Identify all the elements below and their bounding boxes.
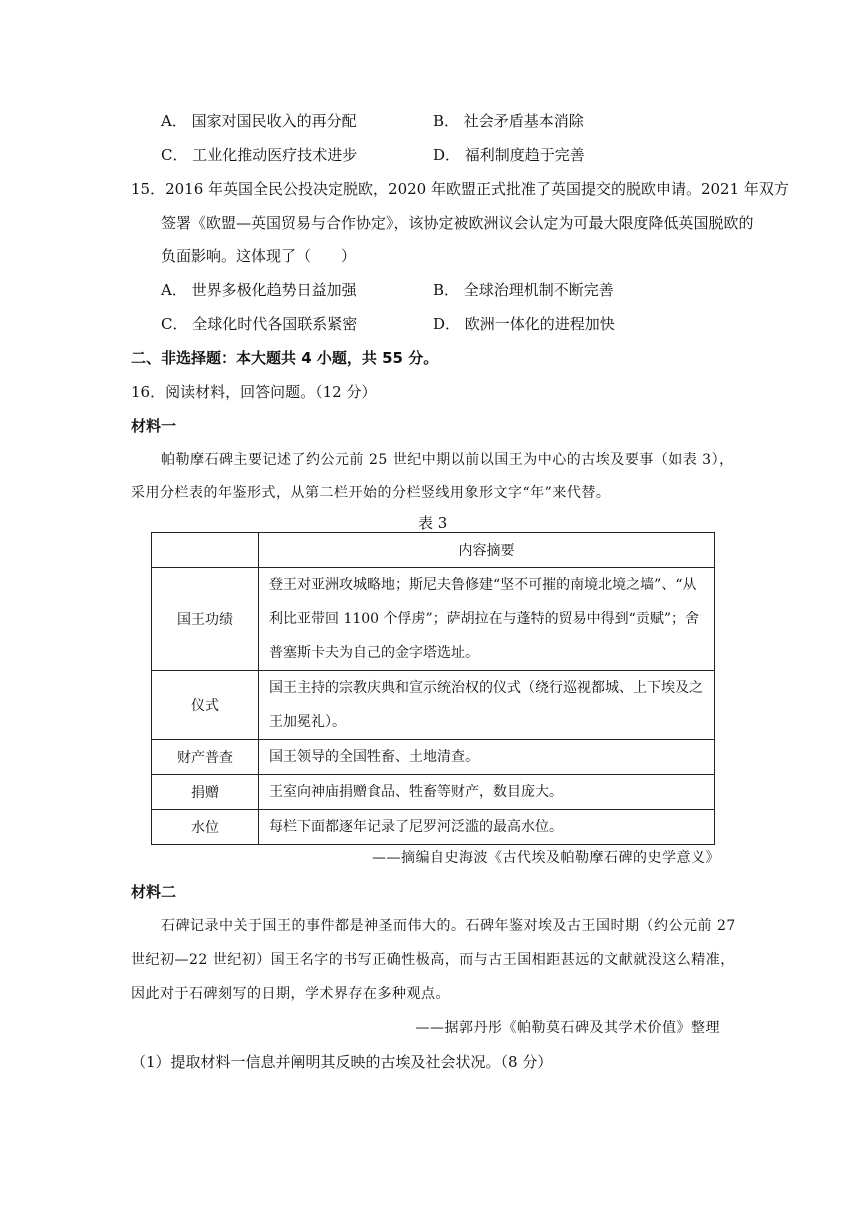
table-row [152,775,715,810]
material2-label: 材料二 [131,883,177,901]
q14-option-a[interactable]: A． 国家对国民收入的再分配 [161,112,357,130]
q14-option-d[interactable]: D． 福利制度趋于完善 [433,146,585,164]
material1-line2: 采用分栏表的年鉴形式，从第二栏开始的分栏竖线用象形文字“年”来代替。 [131,485,611,501]
q16-subquestion-1: （1）提取材料一信息并阐明其反映的古埃及社会状况。（8 分） [131,1053,553,1071]
table-header-row [152,533,715,568]
table-cell-key: 国王功绩 [152,568,259,671]
q15-stem-line2: 签署《欧盟—英国贸易与合作协定》，该协定被欧洲议会认定为可最大限度降低英国脱欧的 [161,214,754,232]
table-row [152,810,715,845]
table-cell-key: 仪式 [152,671,259,740]
table-cell-key: 水位 [152,810,259,845]
material2-source: ——据郭丹彤《帕勒莫石碑及其学术价值》整理 [415,1020,720,1036]
table-header-empty [152,533,259,568]
q14-option-b[interactable]: B． 社会矛盾基本消除 [433,112,584,130]
material2-line3: 因此对于石碑刻写的日期，学术界存在多种观点。 [131,986,450,1002]
q15-option-c[interactable]: C． 全球化时代各国联系紧密 [161,315,358,333]
table-cell-key: 捐赠 [152,775,259,810]
table-cell-value: 登王对亚洲攻城略地；斯尼夫鲁修建“坚不可摧的南境北境之墙”、“从利比亚带回 1100 个俘虏”；萨胡拉在与蓬特的贸易中得到“贡赋”；舍普塞斯卡夫为自己的金字塔选址。 [259,568,715,671]
q15-stem-line1: 15．2016 年英国全民公投决定脱欧，2020 年欧盟正式批准了英国提交的脱欧申请。2021 年双方 [131,180,789,198]
material2-line1: 石碑记录中关于国王的事件都是神圣而伟大的。石碑年鉴对埃及古王国时期（约公元前 27 [161,918,736,934]
q15-option-d[interactable]: D． 欧洲一体化的进程加快 [433,315,615,333]
table-cell-value: 每栏下面都逐年记录了尼罗河泛滥的最高水位。 [259,810,715,845]
section-title: 二、非选择题：本大题共 4 小题，共 55 分。 [131,349,439,367]
material1-source: ——摘编自史海波《古代埃及帕勒摩石碑的史学意义》 [372,850,720,866]
material1-label: 材料一 [131,417,177,435]
q15-option-b[interactable]: B． 全球治理机制不断完善 [433,281,614,299]
table-row [152,671,715,740]
table-cell-value: 国王领导的全国牲畜、土地清查。 [259,740,715,775]
table-cell-value: 国王主持的宗教庆典和宣示统治权的仪式（绕行巡视都城、上下埃及之王加冕礼）。 [259,671,715,740]
table-cell-value: 王室向神庙捐赠食品、牲畜等财产，数目庞大。 [259,775,715,810]
table-cell-key: 财产普查 [152,740,259,775]
material2-line2: 世纪初—22 世纪初）国王名字的书写正确性极高，而与古王国相距甚远的文献就没这么精准， [131,952,735,968]
table-row [152,568,715,671]
q14-option-c[interactable]: C． 工业化推动医疗技术进步 [161,146,358,164]
table-3 [151,532,715,845]
table-header-summary: 内容摘要 [259,533,715,568]
q15-stem-line3: 负面影响。这体现了（ ） [161,247,357,265]
table-caption: 表 3 [418,514,448,532]
q15-option-a[interactable]: A． 世界多极化趋势日益加强 [161,281,357,299]
material1-line1: 帕勒摩石碑主要记述了约公元前 25 世纪中期以前以国王为中心的古埃及要事（如表 3）， [161,452,734,468]
table-row [152,740,715,775]
q16-stem: 16．阅读材料，回答问题。（12 分） [131,383,377,401]
